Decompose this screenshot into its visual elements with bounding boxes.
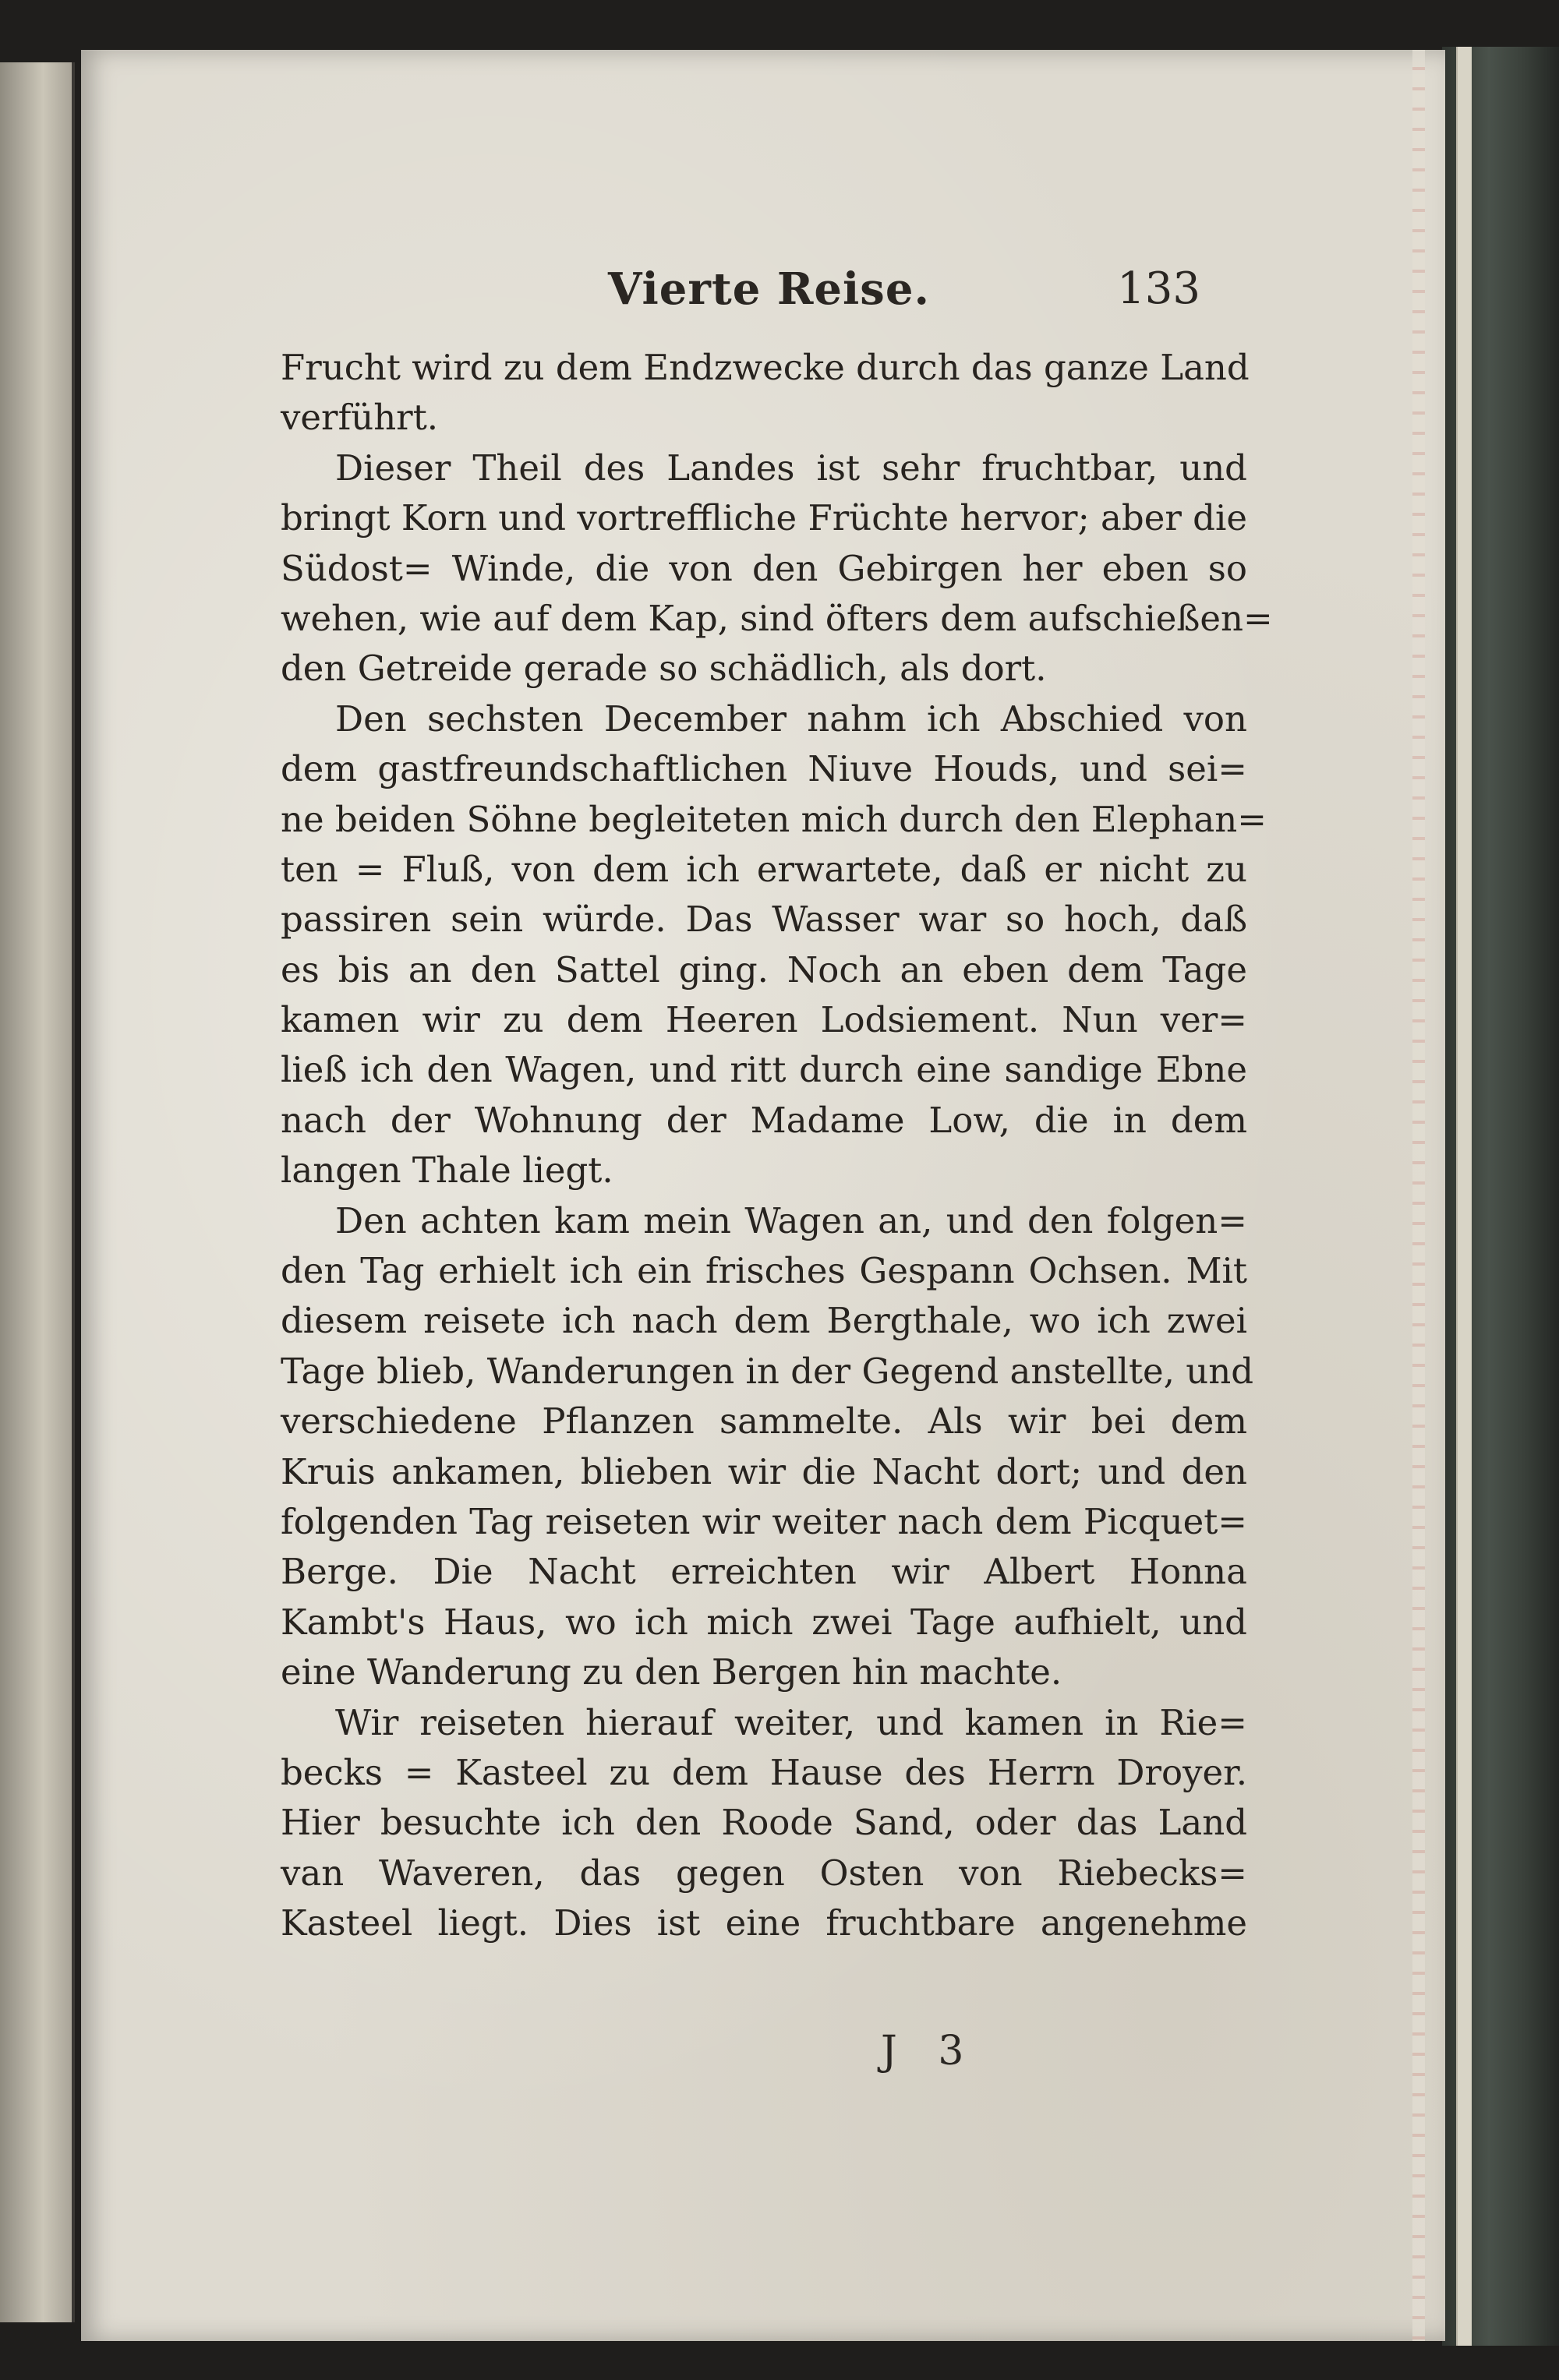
text-line: Kasteel liegt. Dies ist eine fruchtbare angenehme — [281, 1902, 1247, 1944]
text-line: Kruis ankamen, blieben wir die Nacht dort; und den — [281, 1450, 1247, 1492]
text-line: folgenden Tag reiseten wir weiter nach dem Picquet= — [281, 1500, 1247, 1542]
signature-mark: J 3 — [881, 2028, 978, 2075]
text-line: den Tag erhielt ich ein frisches Gespann Ochsen. Mit — [281, 1250, 1247, 1292]
text-line: kamen wir zu dem Heeren Lodsiement. Nun ver= — [281, 999, 1247, 1041]
text-line: becks = Kasteel zu dem Hause des Herrn Droyer. — [281, 1751, 1247, 1793]
text-line: Wir reiseten hierauf weiter, und kamen in Rie= — [335, 1701, 1247, 1743]
page-number: 133 — [1117, 263, 1200, 314]
text-line: bringt Korn und vortreffliche Früchte hervor; aber die — [281, 497, 1247, 539]
text-line: Tage blieb, Wanderungen in der Gegend anstellte, und — [281, 1350, 1254, 1392]
text-line: eine Wanderung zu den Bergen hin machte. — [281, 1651, 1062, 1693]
body-text — [281, 343, 1273, 1949]
text-line: Hier besuchte ich den Roode Sand, oder das Land — [281, 1802, 1247, 1844]
text-line: Kambt's Haus, wo ich mich zwei Tage aufhielt, und — [281, 1601, 1247, 1643]
text-line: van Waveren, das gegen Osten von Riebecks= — [281, 1852, 1247, 1894]
text-line: passiren sein würde. Das Wasser war so hoch, daß — [281, 899, 1247, 941]
text-line: ne beiden Söhne begleiteten mich durch den Elephan= — [281, 798, 1267, 840]
text-line: den Getreide gerade so schädlich, als dort. — [281, 648, 1047, 690]
text-line: es bis an den Sattel ging. Noch an eben dem Tage — [281, 948, 1247, 990]
text-line: Berge. Die Nacht erreichten wir Albert Honna — [281, 1551, 1247, 1593]
text-line: Dieser Theil des Landes ist sehr fruchtbar, und — [335, 447, 1247, 489]
running-title: Vierte Reise. — [608, 263, 930, 315]
text-line: ten = Fluß, von dem ich erwartete, daß er nicht zu — [281, 848, 1247, 890]
text-line: diesem reisete ich nach dem Bergthale, wo ich zwei — [281, 1300, 1247, 1342]
text-line: dem gastfreundschaftlichen Niuve Houds, und sei= — [281, 748, 1247, 790]
page-red-edge — [1412, 50, 1425, 2341]
text-line: Den sechsten December nahm ich Abschied von — [335, 697, 1247, 740]
text-line: langen Thale liegt. — [281, 1149, 613, 1192]
text-line: verführt. — [281, 397, 439, 439]
text-line: Südost= Winde, die von den Gebirgen her eben so — [281, 547, 1247, 589]
page-header — [296, 263, 1200, 326]
text-line: Den achten kam mein Wagen an, und den folgen= — [335, 1199, 1247, 1241]
text-line: Frucht wird zu dem Endzwecke durch das ganze Land — [281, 347, 1250, 388]
text-line: nach der Wohnung der Madame Low, die in dem — [281, 1099, 1247, 1141]
left-page-edge — [0, 62, 75, 2322]
text-line: wehen, wie auf dem Kap, sind öfters dem aufschießen= — [281, 597, 1273, 639]
cover-inner-edge — [1456, 47, 1472, 2346]
text-line: ließ ich den Wagen, und ritt durch eine sandige Ebne — [281, 1049, 1247, 1091]
text-line: verschiedene Pflanzen sammelte. Als wir bei dem — [281, 1400, 1247, 1442]
